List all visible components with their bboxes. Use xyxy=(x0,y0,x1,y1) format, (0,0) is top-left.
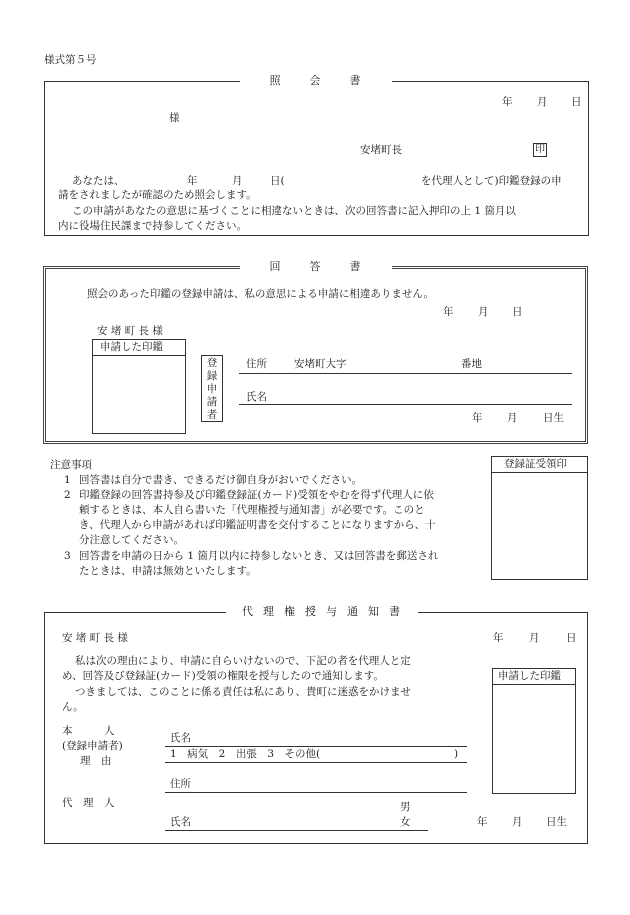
proxy-seal-box-divider xyxy=(492,684,576,685)
inquiry-body-month: 月 xyxy=(232,175,243,187)
inquiry-title-char: 会 xyxy=(309,74,323,87)
answer-address-line[interactable] xyxy=(239,373,572,374)
proxy-seal-box xyxy=(492,668,576,794)
answer-date-year: 年 xyxy=(443,306,454,318)
reason-line[interactable] xyxy=(165,762,467,763)
agent-label: 代 理 人 xyxy=(62,797,115,809)
answer-title-char: 回 xyxy=(269,260,283,273)
inquiry-body-line4: 内に役場住民課まで持参してください。 xyxy=(58,220,247,232)
agent-birth-suffix: 日生 xyxy=(546,816,567,828)
note-line: 印鑑登録の回答書持参及び印鑑登録証(カード)受領をやむを得ず代理人に依 xyxy=(79,489,434,501)
proxy-title-char: 書 xyxy=(389,605,402,618)
agent-address-label: 住所 xyxy=(170,778,191,790)
reason-options: 1 病気 2 出張 3 その他( xyxy=(170,748,321,760)
proxy-date-year: 年 xyxy=(493,632,504,644)
proxy-date-day: 日 xyxy=(566,632,577,644)
answer-birth-suffix: 日生 xyxy=(543,412,564,424)
answer-name-label: 氏名 xyxy=(246,391,267,403)
applicant-label: 登録申請者 xyxy=(206,357,218,421)
answer-name-line[interactable] xyxy=(239,404,572,405)
answer-seal-box-divider xyxy=(92,355,186,356)
note-number: 1 xyxy=(64,474,71,486)
reason-options-close: ) xyxy=(454,748,459,760)
proxy-title-char: 知 xyxy=(368,605,381,618)
proxy-addressee: 安 堵 町 長 様 xyxy=(62,632,128,644)
note-line: 分注意してください。 xyxy=(79,534,184,546)
principal-sub-label: (登録申請者) xyxy=(62,740,123,752)
inquiry-body-line2: 請をされましたが確認のため照会します。 xyxy=(58,189,257,201)
proxy-body-line4: ん。 xyxy=(62,701,84,713)
proxy-body-line3: つきましては、このことに係る責任は私にあり、貴町に迷惑をかけませ xyxy=(75,686,411,698)
inquiry-title-char: 照 xyxy=(269,74,283,87)
note-line: たときは、申請は無効といたします。 xyxy=(79,565,257,577)
answer-birth-year: 年 xyxy=(472,412,483,424)
answer-address-banchi: 番地 xyxy=(461,358,482,370)
agent-name-line[interactable] xyxy=(165,830,428,831)
answer-date-month: 月 xyxy=(478,306,489,318)
answer-birth-month: 月 xyxy=(507,412,518,424)
receipt-seal-box-label: 登録証受領印 xyxy=(504,458,567,470)
agent-name-label: 氏名 xyxy=(170,816,191,828)
proxy-title-char: 理 xyxy=(263,605,276,618)
note-line: 回答書を申請の日から 1 箇月以内に持参しないとき、又は回答書を郵送され xyxy=(79,550,439,562)
inquiry-date-year: 年 xyxy=(502,96,513,108)
proxy-title-char: 権 xyxy=(284,605,297,618)
answer-seal-box-label: 申請した印鑑 xyxy=(100,341,163,353)
proxy-date-month: 月 xyxy=(529,632,540,644)
receipt-seal-box-divider xyxy=(491,472,588,473)
agent-birth-year: 年 xyxy=(477,816,488,828)
inquiry-body-proxy: を代理人として)印鑑登録の申 xyxy=(421,175,562,187)
note-line: き、代理人から申請があれば印鑑証明書を交付することになりますから、十 xyxy=(79,519,436,531)
seal-mark: 印 xyxy=(535,144,545,155)
inquiry-body-lead: あなたは、 xyxy=(72,175,125,187)
proxy-body-line2: め、回答及び登録証(カード)受領の権限を授与したので通知します。 xyxy=(62,670,384,682)
inquiry-title-char: 書 xyxy=(349,74,363,87)
proxy-title-char: 与 xyxy=(326,605,339,618)
principal-name-line[interactable] xyxy=(165,746,467,747)
inquiry-issuer: 安堵町長 xyxy=(360,144,402,156)
agent-address-line[interactable] xyxy=(165,792,467,793)
agent-birth-month: 月 xyxy=(512,816,523,828)
answer-date-day: 日 xyxy=(512,306,523,318)
sex-female[interactable]: 女 xyxy=(400,816,411,828)
proxy-body-line1: 私は次の理由により、申請に自らいけないので、下記の者を代理人と定 xyxy=(75,655,411,667)
form-number: 様式第５号 xyxy=(44,54,97,66)
note-number: 3 xyxy=(64,550,71,562)
inquiry-date-day: 日 xyxy=(571,96,582,108)
answer-address-label: 住所 xyxy=(246,358,267,370)
inquiry-body-day: 日( xyxy=(270,175,285,187)
proxy-title-char: 通 xyxy=(347,605,360,618)
proxy-title xyxy=(226,605,418,619)
proxy-seal-box-label: 申請した印鑑 xyxy=(498,670,561,682)
answer-title-char: 書 xyxy=(349,260,363,273)
proxy-title-char: 授 xyxy=(305,605,318,618)
answer-title xyxy=(240,260,392,274)
inquiry-date-month: 月 xyxy=(537,96,548,108)
answer-statement: 照会のあった印鑑の登録申請は、私の意思による申請に相違ありません。 xyxy=(87,288,435,300)
inquiry-body-line3: この申請があなたの意思に基づくことに相違ないときは、次の回答書に記入押印の上 1 箇月以 xyxy=(72,205,516,217)
notes-heading: 注意事項 xyxy=(50,459,92,471)
note-line: 回答書は自分で書き、できるだけ御自身がおいでください。 xyxy=(79,474,363,486)
note-line: 頼するときは、本人自ら書いた「代理権授与通知書」が必要です。このと xyxy=(79,504,425,516)
inquiry-body-year: 年 xyxy=(187,175,198,187)
inquiry-title xyxy=(240,74,392,88)
answer-address-value: 安堵町大字 xyxy=(294,358,347,370)
proxy-title-char: 代 xyxy=(242,605,255,618)
receipt-seal-box xyxy=(491,456,588,580)
principal-name-label: 氏名 xyxy=(170,732,191,744)
sex-male[interactable]: 男 xyxy=(400,801,411,813)
inquiry-addressee-suffix: 様 xyxy=(169,112,180,124)
principal-label: 本 人 xyxy=(62,725,115,737)
note-number: 2 xyxy=(64,489,71,501)
answer-addressee: 安 堵 町 長 様 xyxy=(97,325,163,337)
reason-label: 理 由 xyxy=(80,755,112,767)
answer-title-char: 答 xyxy=(309,260,323,273)
